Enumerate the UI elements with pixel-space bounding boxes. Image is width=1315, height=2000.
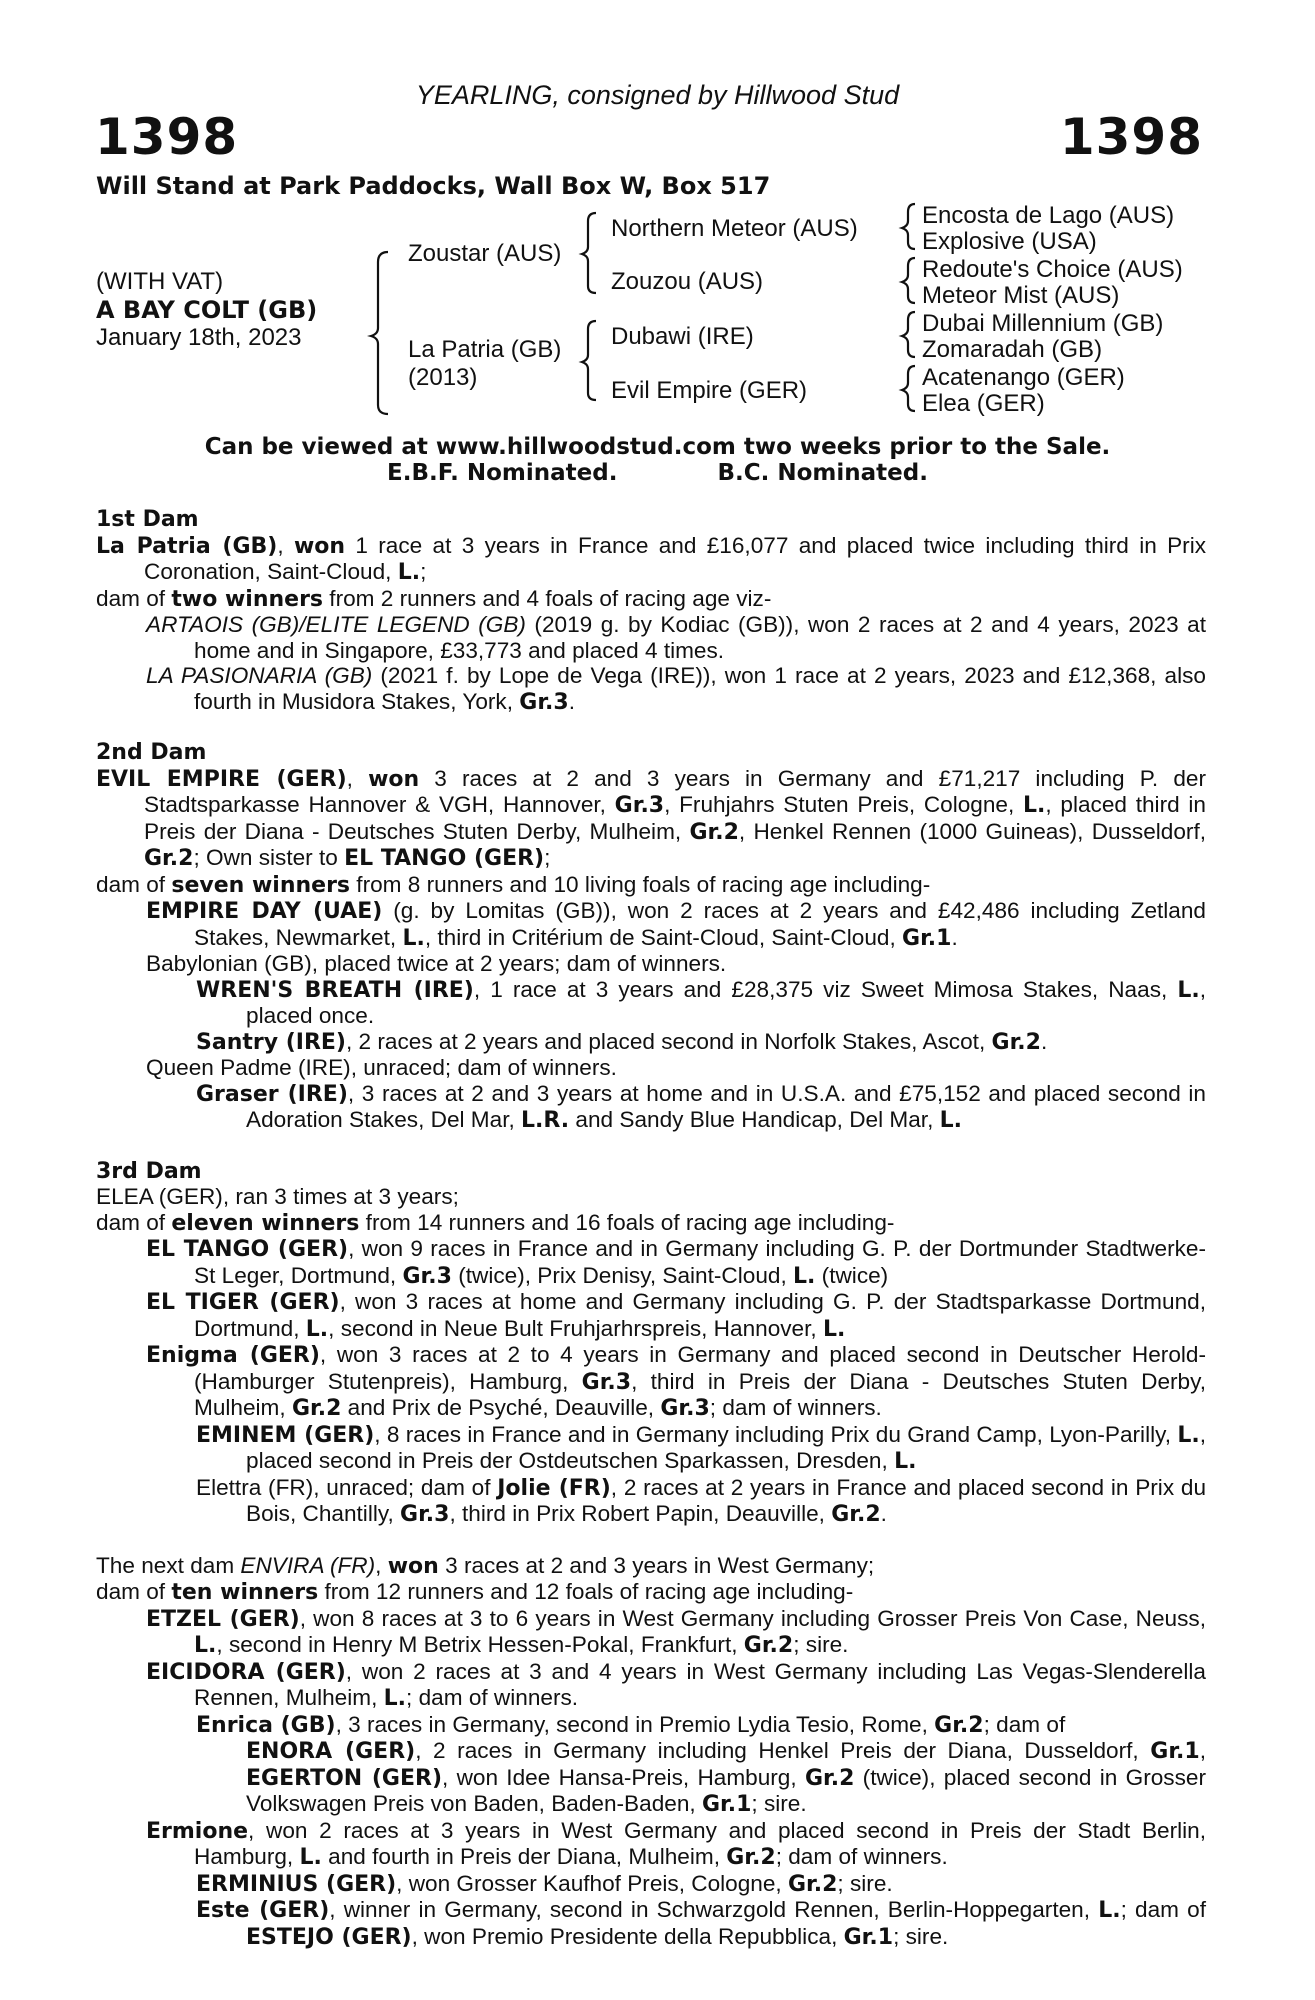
pedigree-gen4-6: Zomaradah (GB) (922, 336, 1103, 363)
third-dam-heading: 3rd Dam (96, 1158, 202, 1184)
produce-empire-day: EMPIRE DAY (UAE) (g. by Lomitas (GB)), won 2 races at 2 years and £42,486 including Zetland Stakes, Newmarket, L., third in Critérium de Saint-Cloud, Saint-Cloud, Gr.1. (146, 898, 1207, 951)
pedigree-gen4-2: Explosive (USA) (922, 228, 1097, 255)
stand-location: Will Stand at Park Paddocks, Wall Box W, Box 517 (96, 172, 771, 200)
consignment-line: YEARLING, consigned by Hillwood Stud (415, 80, 900, 110)
produce-el-tango: EL TANGO (GER), won 9 races in France and in Germany including G. P. der Dortmunder Stadtwerke-St Leger, Dortmund, Gr.3 (twice), Prix Denisy, Saint-Cloud, L. (twice) (146, 1236, 1206, 1289)
produce-enigma: Enigma (GER), won 3 races at 2 to 4 years in Germany and placed second in Deutscher Herold-(Hamburger Stutenpreis), Hamburg, Gr.3, third in Preis der Diana - Deutsches Stuten Derby, Mulheim, Gr.2 and Prix de Psyché, Deauville, Gr.3; dam of winners. (146, 1342, 1206, 1421)
produce-el-tiger: EL TIGER (GER), won 3 races at home and Germany including G. P. der Stadtsparkasse Dortmund, Dortmund, L., second in Neue Bult Fruhjarhrspreis, Hannover, L. (146, 1289, 1206, 1342)
produce-santry: Santry (IRE), 2 races at 2 years and placed second in Norfolk Stakes, Ascot, Gr.2. (196, 1028, 1048, 1055)
dam-name: La Patria (GB) (408, 336, 562, 363)
pedigree-gen4-3: Redoute's Choice (AUS) (922, 256, 1183, 283)
bc-nomination: B.C. Nominated. (717, 460, 928, 486)
lot-number-left: 1398 (95, 108, 239, 166)
pedigree-dam-sire: Dubawi (IRE) (611, 323, 754, 350)
next-dam-produce-summary: dam of ten winners from 12 runners and 12 foals of racing age including- (96, 1579, 854, 1605)
catalogue-body (96, 507, 1206, 1950)
horse-name: A BAY COLT (GB) (96, 296, 318, 324)
produce-erminius: ERMINIUS (GER), won Grosser Kaufhof Preis, Cologne, Gr.2; sire. (196, 1870, 893, 1897)
pedigree-gen4-1: Encosta de Lago (AUS) (922, 202, 1175, 229)
produce-ermione: Ermione, won 2 races at 3 years in West Germany and placed second in Preis der Stadt Berlin, Hamburg, L. and fourth in Preis der Diana, Mulheim, Gr.2; dam of winners. (146, 1817, 1206, 1870)
produce-artaois: ARTAOIS (GB)/ELITE LEGEND (GB) (2019 g. by Kodiac (GB)), won 2 races at 2 and 4 years, 2023 at home and in Singapore, £33,773 and placed 4 times. (146, 612, 1206, 663)
produce-etzel: ETZEL (GER), won 8 races at 3 to 6 years in West Germany including Grosser Preis Von Case, Neuss, L., second in Henry M Betrix Hessen-Pokal, Frankfurt, Gr.2; sire. (146, 1605, 1206, 1658)
pedigree-gen4-8: Elea (GER) (922, 390, 1045, 417)
vat-note: (WITH VAT) (96, 268, 224, 295)
produce-este: Este (GER), winner in Germany, second in Schwarzgold Rennen, Berlin-Hoppegarten, L.; dam of ESTEJO (GER), won Premio Presidente della Repubblica, Gr.1; sire. (196, 1897, 1206, 1950)
pedigree-gen4-4: Meteor Mist (AUS) (922, 282, 1120, 309)
produce-la-pasionaria: LA PASIONARIA (GB) (2021 f. by Lope de Vega (IRE)), won 1 race at 2 years, 2023 and £12,368, also fourth in Musidora Stakes, York, Gr.3. (146, 663, 1206, 715)
produce-enora: ENORA (GER), 2 races in Germany including Henkel Preis der Diana, Dusseldorf, Gr.1, EGERTON (GER), won Idee Hansa-Preis, Hamburg, Gr.2 (twice), placed second in Grosser Volkswagen Preis von Baden, Baden-Baden, Gr.1; sire. (246, 1738, 1206, 1817)
produce-eminem: EMINEM (GER), 8 races in France and in Germany including Prix du Grand Camp, Lyon-Parilly, L., placed second in Preis der Ostdeutschen Sparkassen, Dresden, L. (196, 1421, 1206, 1474)
ebf-nomination: E.B.F. Nominated. (387, 460, 618, 486)
sire-name: Zoustar (AUS) (408, 240, 562, 267)
first-dam-record: La Patria (GB), won 1 race at 3 years in France and £16,077 and placed twice including third in Prix Coronation, Saint-Cloud, L.; (96, 532, 1207, 585)
produce-queen-padme: Queen Padme (IRE), unraced; dam of winners. (146, 1055, 617, 1080)
nomination-line (0, 460, 1315, 486)
pedigree-gen4-7: Acatenango (GER) (922, 364, 1125, 391)
first-dam-produce-summary: dam of two winners from 2 runners and 4 foals of racing age viz- (96, 585, 772, 612)
pedigree-gen4-5: Dubai Millennium (GB) (922, 310, 1164, 337)
produce-enrica: Enrica (GB), 3 races in Germany, second in Premio Lydia Tesio, Rome, Gr.2; dam of (196, 1711, 1066, 1738)
foaling-date: January 18th, 2023 (96, 324, 302, 351)
produce-wrens-breath: WREN'S BREATH (IRE), 1 race at 3 years and £28,375 viz Sweet Mimosa Stakes, Naas, L., placed once. (196, 976, 1206, 1028)
pedigree-sire-dam: Zouzou (AUS) (611, 268, 764, 295)
third-dam-produce-summary: dam of eleven winners from 14 runners and 16 foals of racing age including- (96, 1209, 895, 1236)
lot-number-right: 1398 (1059, 108, 1203, 166)
produce-eicidora: EICIDORA (GER), won 2 races at 3 and 4 years in West Germany including Las Vegas-Slenderella Rennen, Mulheim, L.; dam of winners. (146, 1658, 1206, 1711)
pedigree-sire-sire: Northern Meteor (AUS) (611, 215, 858, 242)
dam-year: (2013) (408, 364, 478, 391)
second-dam-heading: 2nd Dam (96, 740, 207, 765)
produce-babylonian: Babylonian (GB), placed twice at 2 years; dam of winners. (146, 951, 727, 976)
next-dam-record: The next dam ENVIRA (FR), won 3 races at 2 and 3 years in West Germany; (96, 1552, 875, 1579)
viewing-notice: Can be viewed at www.hillwoodstud.com two weeks prior to the Sale. (204, 434, 1111, 460)
produce-graser: Graser (IRE), 3 races at 2 and 3 years at home and in U.S.A. and £75,152 and placed second in Adoration Stakes, Del Mar, L.R. and Sandy Blue Handicap, Del Mar, L. (196, 1080, 1206, 1133)
third-dam-record: ELEA (GER), ran 3 times at 3 years; (96, 1184, 459, 1209)
produce-elettra: Elettra (FR), unraced; dam of Jolie (FR), 2 races at 2 years in France and placed second in Prix du Bois, Chantilly, Gr.3, third in Prix Robert Papin, Deauville, Gr.2. (196, 1474, 1207, 1527)
pedigree-dam-dam: Evil Empire (GER) (611, 377, 808, 404)
second-dam-produce-summary: dam of seven winners from 8 runners and 10 living foals of racing age including- (96, 871, 931, 898)
first-dam-heading: 1st Dam (96, 507, 199, 532)
second-dam-record: EVIL EMPIRE (GER), won 3 races at 2 and 3 years in Germany and £71,217 including P. der Stadtsparkasse Hannover & VGH, Hannover, Gr.3, Fruhjahrs Stuten Preis, Cologne, L., placed third in Preis der Diana - Deutsches Stuten Derby, Mulheim, Gr.2, Henkel Rennen (1000 Guineas), Dusseldorf, Gr.2; Own sister to EL TANGO (GER); (96, 765, 1207, 871)
